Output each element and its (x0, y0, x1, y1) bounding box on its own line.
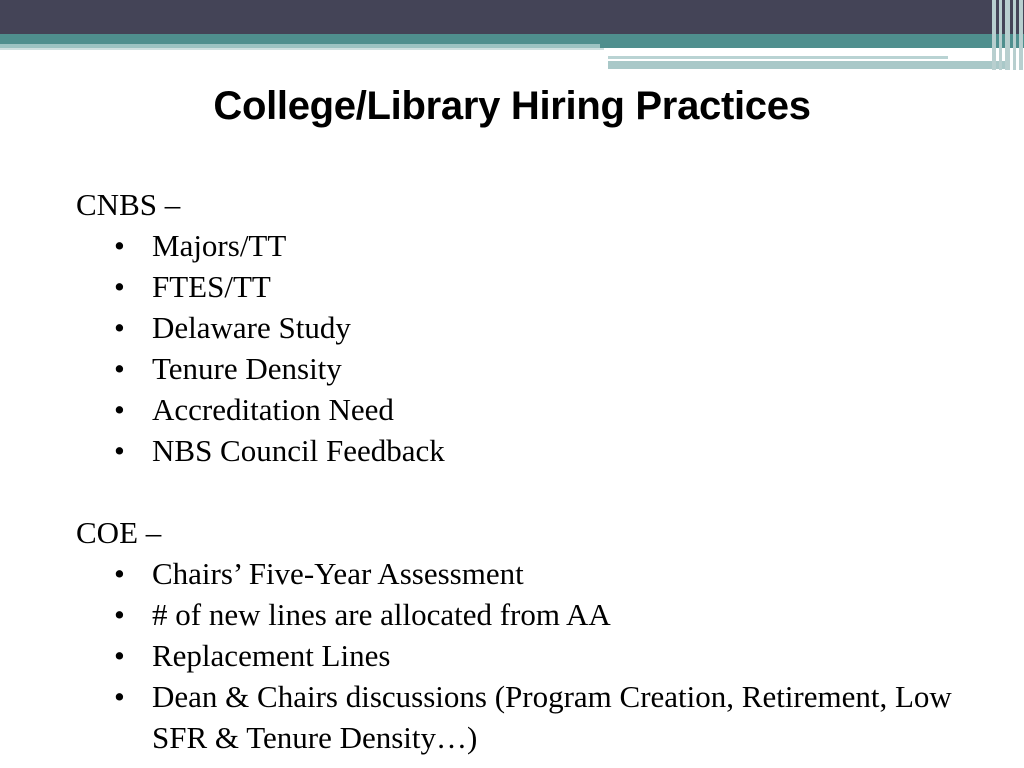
bullet-icon: • (114, 597, 125, 632)
header-strip (604, 48, 994, 56)
bullet-icon: • (114, 269, 125, 304)
header-strip (0, 48, 604, 50)
bullet-text: NBS Council Feedback (152, 433, 445, 468)
section-heading-cnbs: CNBS – (76, 187, 181, 222)
list-item (76, 266, 976, 307)
bullet-text: # of new lines are allocated from AA (152, 597, 611, 632)
bullet-text: Delaware Study (152, 310, 351, 345)
header-strip (608, 56, 948, 59)
header-vbar (1013, 0, 1016, 70)
header-vbar (1005, 0, 1010, 70)
bullet-text: Replacement Lines (152, 638, 391, 673)
bullet-text: FTES/TT (152, 269, 271, 304)
bullet-icon: • (114, 638, 125, 673)
list-item (76, 635, 976, 676)
bullet-icon: • (114, 433, 125, 468)
slide-body (76, 184, 976, 758)
header-strip (608, 61, 1008, 69)
list-item (76, 553, 976, 594)
list-item (76, 348, 976, 389)
bullet-icon: • (114, 351, 125, 386)
list-item (76, 676, 976, 758)
bullet-list-coe (76, 553, 976, 758)
list-item (76, 594, 976, 635)
bullet-text: Majors/TT (152, 228, 287, 263)
bullet-text: Chairs’ Five-Year Assessment (152, 556, 524, 591)
bullet-icon: • (114, 310, 125, 345)
slide-title: College/Library Hiring Practices (213, 84, 811, 128)
header-vbar (992, 0, 996, 70)
section-spacer (76, 471, 976, 512)
bullet-icon: • (114, 228, 125, 263)
bullet-icon: • (114, 679, 125, 714)
bullet-icon: • (114, 556, 125, 591)
list-item (76, 307, 976, 348)
bullet-text: Accreditation Need (152, 392, 394, 427)
header-vbar (1019, 0, 1023, 70)
section-heading-coe: COE – (76, 515, 162, 550)
list-item (76, 225, 976, 266)
header-vbar (999, 0, 1002, 70)
bullet-list-cnbs (76, 225, 976, 471)
list-item (76, 389, 976, 430)
bullet-text: Dean & Chairs discussions (Program Creation, Retirement, Low SFR & Tenure Density…) (152, 679, 952, 755)
header-band-dark (0, 0, 1024, 34)
bullet-text: Tenure Density (152, 351, 342, 386)
header-vertical-bars (990, 0, 1024, 70)
bullet-icon: • (114, 392, 125, 427)
list-item (76, 430, 976, 471)
